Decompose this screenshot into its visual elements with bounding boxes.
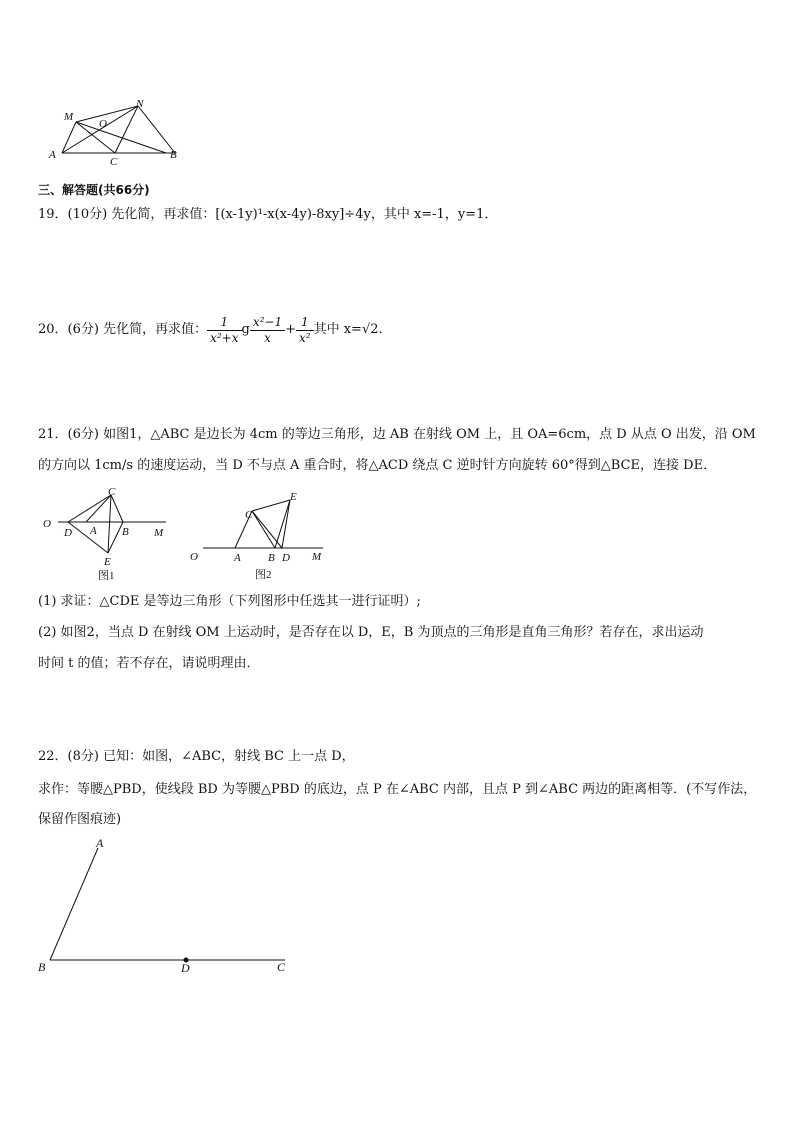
q20-frac1-num: 1	[207, 315, 241, 331]
q21-part-1: (1) 求证：△CDE 是等边三角形（下列图形中任选其一进行证明）;	[38, 594, 421, 609]
fig-label-a: A	[96, 836, 104, 850]
figure-mnabc	[40, 95, 190, 167]
segment-eb	[275, 500, 290, 548]
q20-frac3-den: x²	[299, 330, 311, 345]
label-n: N	[136, 98, 144, 110]
fig2-label-b: B	[268, 552, 275, 564]
q19-expression: [(x-1y)¹-x(x-4y)-8xy]÷4y	[215, 207, 371, 222]
question-19	[38, 206, 497, 224]
fig1-label-d: D	[64, 527, 72, 539]
fig2-label-d: D	[282, 552, 290, 564]
fig1-label-b: B	[122, 526, 129, 538]
figure-1	[38, 485, 178, 585]
q21-part-2-line-2: 时间 t 的值；若不存在，请说明理由．	[38, 656, 260, 671]
q22-line-1: 22．(8分) 已知：如图，∠ABC，射线 BC 上一点 D，	[38, 749, 355, 764]
q22-line-2: 求作：等腰△PBD，使线段 BD 为等腰△PBD 的底边，点 P 在∠ABC 内部，且点 P 到∠ABC 两边的距离相等．(不写作法，	[38, 782, 757, 797]
q20-frac2-num: x²−1	[250, 315, 285, 331]
segment-nb	[138, 106, 175, 153]
segment-de	[68, 522, 108, 553]
segment-ed	[282, 500, 290, 548]
q19-number: 19．(10分) 先化简，再求值：	[38, 207, 216, 222]
segment-mn	[76, 106, 138, 122]
fig1-label-o: O	[43, 518, 51, 530]
q20-condition: 其中 x=	[313, 322, 362, 337]
fig2-label-e: E	[290, 491, 297, 503]
segment-ce	[252, 500, 290, 511]
q20-frac2-den: x	[264, 330, 271, 345]
segment-mb	[76, 122, 166, 153]
fig1-label-a: A	[90, 525, 97, 537]
segment-be	[108, 522, 123, 553]
segment-ce	[108, 495, 111, 553]
q20-end: ．	[378, 322, 392, 337]
fig1-label-m: M	[154, 527, 164, 539]
fig1-label-c: C	[108, 486, 116, 498]
fig2-label-a: A	[234, 552, 241, 564]
q22-line-3: 保留作图痕迹)	[38, 812, 122, 827]
q20-fraction-2	[250, 315, 285, 346]
label-o: O	[99, 118, 107, 130]
fig1-caption: 图1	[98, 570, 115, 582]
label-b: B	[170, 149, 177, 161]
fig-label-d: D	[181, 961, 190, 975]
fig2-label-m: M	[312, 551, 322, 563]
segment-cb	[111, 495, 123, 522]
q20-frac1-den: x²+x	[210, 330, 239, 345]
q21-part-2-line-1: (2) 如图2，当点 D 在射线 OM 上运动时，是否存在以 D，E，B 为顶点的三角形是直角三角形？若存在，求出运动	[38, 625, 704, 640]
q20-value: √2	[361, 322, 379, 337]
label-a: A	[49, 149, 56, 161]
question-20	[38, 310, 392, 350]
fig-label-b: B	[38, 960, 46, 974]
segment-cb	[252, 511, 275, 548]
fig-label-c: C	[277, 960, 286, 974]
fig2-label-c: C	[245, 509, 253, 521]
q20-frac3-num: 1	[296, 315, 314, 331]
q19-condition: ，其中 x=-1，y=1．	[370, 207, 498, 222]
label-m: M	[64, 111, 74, 123]
q20-fraction-3	[296, 315, 314, 346]
fig2-label-o: O	[190, 551, 198, 563]
figure-angle-abc	[30, 830, 300, 980]
q21-line-1: 21．(6分) 如图1，△ABC 是边长为 4cm 的等边三角形，边 AB 在射线 OM 上，且 OA=6cm，点 D 从点 O 出发，沿 OM	[38, 427, 756, 442]
section-title: 三、解答题(共66分)	[38, 183, 150, 197]
ray-ba	[50, 848, 98, 960]
q20-fraction-1	[207, 315, 241, 346]
fig2-caption: 图2	[255, 569, 272, 581]
q20-separator: g	[241, 322, 250, 337]
figure-2	[185, 485, 335, 585]
label-c: C	[110, 156, 118, 167]
q21-line-2: 的方向以 1cm/s 的速度运动，当 D 不与点 A 重合时，将△ACD 绕点 C 逆时针方向旋转 60°得到△BCE，连接 DE．	[38, 458, 717, 473]
fig1-label-e: E	[104, 556, 111, 568]
segment-mc	[76, 122, 115, 153]
q20-plus: +	[285, 322, 297, 337]
segment-cd	[252, 511, 282, 548]
q20-number: 20．(6分) 先化简，再求值：	[38, 322, 208, 337]
